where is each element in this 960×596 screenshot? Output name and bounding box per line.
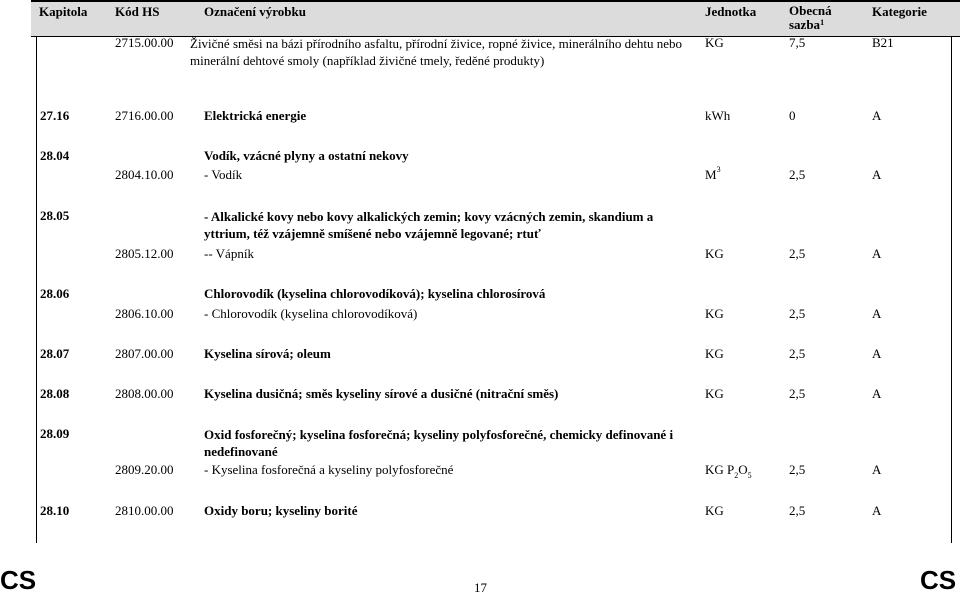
row-7-jednotka: KG — [705, 306, 724, 321]
row-4-text: - Alkalické kovy nebo kovy alkalických zemin; kovy vzácných zemin, skandium a yttrium, též vzájemně smíšené nebo vzájemně legované; rtuť — [204, 209, 654, 241]
row-1-sazba: 0 — [789, 108, 796, 123]
row-3-jednotka: M — [705, 167, 717, 182]
row-11-jednotka-b: O — [738, 462, 748, 477]
row-11-jednotka-cell — [705, 462, 752, 478]
header-oznaceni: Označení výrobku — [204, 4, 306, 19]
row-0-kategorie: B21 — [872, 35, 894, 50]
row-5-text: -- Vápník — [204, 246, 254, 261]
row-9-kapitola: 28.08 — [40, 386, 70, 401]
row-12-kategorie: A — [872, 503, 882, 518]
row-3-jednotka-cell — [705, 167, 721, 183]
row-12-sazba: 2,5 — [789, 503, 806, 518]
row-1-kod: 2716.00.00 — [115, 108, 174, 123]
row-1-kapitola: 27.16 — [40, 108, 70, 123]
row-5-kod: 2805.12.00 — [115, 246, 174, 261]
header-top-rule — [31, 0, 960, 2]
header-obecna: Obecná — [789, 3, 832, 18]
row-3-jednotka-sup: 3 — [716, 165, 721, 174]
header-kapitola: Kapitola — [39, 4, 88, 19]
row-9-kategorie: A — [872, 386, 882, 401]
row-11-kategorie: A — [872, 462, 882, 477]
row-0-kod: 2715.00.00 — [115, 35, 174, 50]
row-12-text: Oxidy boru; kyseliny borité — [204, 503, 358, 518]
row-7-kod: 2806.10.00 — [115, 306, 174, 321]
row-11-jednotka-sub1: 2 — [734, 471, 739, 480]
row-11-text: - Kyselina fosforečná a kyseliny polyfosforečné — [204, 462, 454, 477]
row-10-kapitola: 28.09 — [40, 426, 70, 441]
row-6-kapitola: 28.06 — [40, 286, 70, 301]
header-kod-hs: Kód HS — [115, 4, 160, 19]
row-3-text: - Vodík — [204, 167, 243, 182]
row-2-text: Vodík, vzácné plyny a ostatní nekovy — [204, 148, 409, 163]
column-rule-left — [36, 37, 37, 543]
row-5-kategorie: A — [872, 246, 882, 261]
row-1-kategorie: A — [872, 108, 882, 123]
row-1-jednotka: kWh — [705, 108, 731, 123]
row-10-text: Oxid fosforečný; kyselina fosforečná; kyseliny polyfosforečné, chemicky definované i nedefinované — [204, 427, 674, 459]
row-11-sazba: 2,5 — [789, 462, 806, 477]
row-3-sazba: 2,5 — [789, 167, 806, 182]
row-2-kapitola: 28.04 — [40, 148, 70, 163]
row-6-text: Chlorovodík (kyselina chlorovodíková); kyselina chlorosírová — [204, 286, 546, 301]
row-12-kapitola: 28.10 — [40, 503, 70, 518]
header-sazba-wrap — [789, 18, 832, 32]
header-sazba: sazba — [789, 17, 821, 32]
header-sazba-sup: 1 — [820, 18, 825, 27]
footer-language-right: CS — [920, 565, 957, 595]
row-12-jednotka: KG — [705, 503, 724, 518]
row-5-jednotka: KG — [705, 246, 724, 261]
row-9-sazba: 2,5 — [789, 386, 806, 401]
row-8-sazba: 2,5 — [789, 346, 806, 361]
header-obecna-sazba — [789, 4, 832, 32]
row-3-kategorie: A — [872, 167, 882, 182]
row-7-kategorie: A — [872, 306, 882, 321]
row-9-text: Kyselina dusičná; směs kyseliny sírové a dusičné (nitrační směs) — [204, 386, 559, 401]
row-12-kod: 2810.00.00 — [115, 503, 174, 518]
column-rule-right — [951, 37, 952, 543]
row-0-jednotka: KG — [705, 35, 724, 50]
row-7-text: - Chlorovodík (kyselina chlorovodíková) — [204, 306, 418, 321]
row-11-jednotka-a: KG P — [705, 462, 735, 477]
row-8-kapitola: 28.07 — [40, 346, 70, 361]
row-11-jednotka-sub2: 5 — [747, 471, 752, 480]
row-1-text: Elektrická energie — [204, 108, 307, 123]
row-8-kod: 2807.00.00 — [115, 346, 174, 361]
footer-language-left: CS — [0, 565, 37, 595]
row-7-sazba: 2,5 — [789, 306, 806, 321]
row-9-jednotka: KG — [705, 386, 724, 401]
page-number: 17 — [474, 580, 487, 595]
row-0-text: Živičné směsi na bázi přírodního asfaltu, přírodní živice, ropné živice, minerálního dehtu nebo minerální dehtové smoly (například živičné tmely, ředěné produkty) — [190, 36, 683, 68]
header-jednotka: Jednotka — [705, 4, 757, 19]
row-8-jednotka: KG — [705, 346, 724, 361]
row-4-kapitola: 28.05 — [40, 208, 70, 223]
row-11-kod: 2809.20.00 — [115, 462, 174, 477]
header-kategorie: Kategorie — [872, 4, 927, 19]
row-0-sazba: 7,5 — [789, 35, 806, 50]
row-3-kod: 2804.10.00 — [115, 167, 174, 182]
row-9-kod: 2808.00.00 — [115, 386, 174, 401]
row-8-text: Kyselina sírová; oleum — [204, 346, 331, 361]
row-8-kategorie: A — [872, 346, 882, 361]
row-5-sazba: 2,5 — [789, 246, 806, 261]
